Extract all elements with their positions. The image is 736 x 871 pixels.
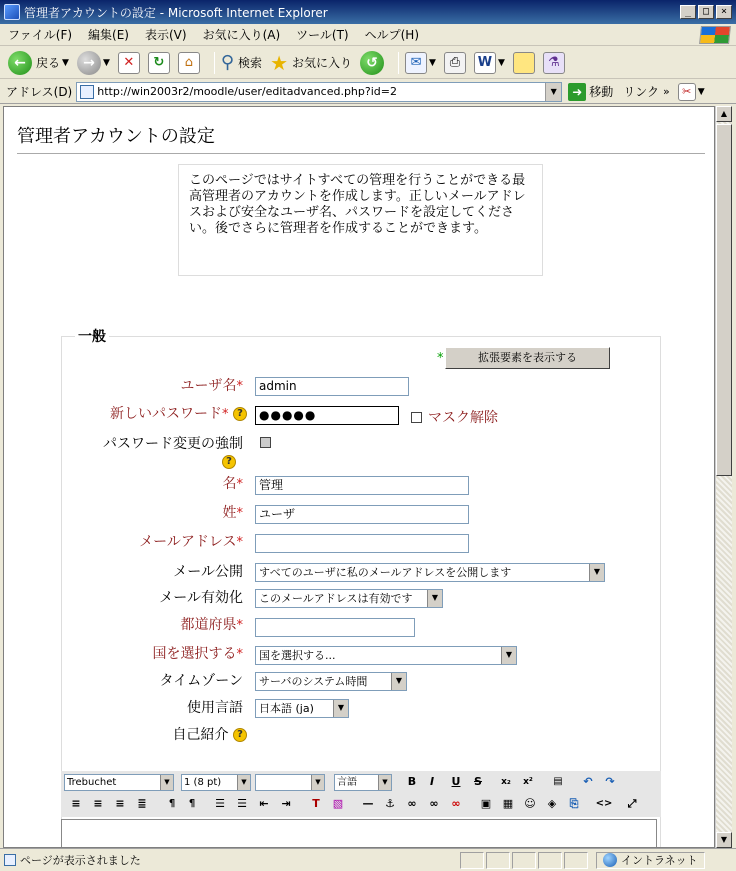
toolbar-divider xyxy=(214,52,215,74)
password-label: 新しいパスワード* ? xyxy=(110,403,247,423)
required-marker: * xyxy=(236,477,243,492)
align-center-icon[interactable]: ≡ xyxy=(93,797,103,810)
word-icon: W xyxy=(474,52,496,74)
size-select[interactable]: 1 (8 pt) ▼ xyxy=(181,774,251,791)
chevron-down-icon[interactable]: ▼ xyxy=(102,57,110,68)
chevron-down-icon[interactable]: ▼ xyxy=(333,700,348,717)
mail-button[interactable] xyxy=(405,52,436,74)
indent-icon[interactable]: ⇥ xyxy=(281,797,291,810)
chevron-down-icon[interactable]: ▼ xyxy=(311,775,324,790)
history-icon: ↺ xyxy=(360,51,384,75)
description-label: 自己紹介 ? xyxy=(173,724,247,744)
chevron-down-icon[interactable]: ▼ xyxy=(589,564,604,581)
close-button[interactable]: × xyxy=(716,5,732,19)
address-input[interactable] xyxy=(76,82,562,102)
required-marker: * xyxy=(236,618,243,633)
status-text-area xyxy=(0,852,460,868)
globe-icon xyxy=(603,853,617,867)
toolbar xyxy=(0,47,736,79)
search-replace-icon[interactable]: ⎘ xyxy=(569,797,579,810)
scroll-thumb[interactable] xyxy=(716,124,732,476)
forward-arrow-icon: → xyxy=(77,51,101,75)
fieldset-legend: 一般 xyxy=(75,326,109,346)
page-icon xyxy=(4,854,16,866)
window-titlebar xyxy=(0,0,736,24)
unordered-list-icon[interactable]: ☰ xyxy=(237,797,247,810)
address-bar xyxy=(0,80,736,104)
toolbar-divider xyxy=(398,52,399,74)
go-arrow-icon: ➜ xyxy=(568,83,586,101)
html-source-icon[interactable]: <> xyxy=(595,798,613,809)
status-cell xyxy=(564,852,588,869)
smiley-icon[interactable]: ☺ xyxy=(524,797,536,810)
help-icon[interactable]: ? xyxy=(222,455,236,469)
refresh-button[interactable] xyxy=(148,52,170,74)
address-label: アドレス(D) xyxy=(6,85,73,99)
redo-icon[interactable]: ↷ xyxy=(605,775,615,788)
nolink-icon[interactable]: ∞ xyxy=(451,797,461,810)
status-bar xyxy=(0,848,736,871)
password-input[interactable]: ●●●●● xyxy=(255,406,399,425)
title-divider xyxy=(17,153,705,154)
status-cells xyxy=(460,852,590,869)
menu-view[interactable]: 表示(V) xyxy=(144,28,187,42)
menu-edit[interactable]: 編集(E) xyxy=(88,28,129,42)
force-change-checkbox[interactable] xyxy=(260,437,271,448)
links-button[interactable]: リンク xyxy=(623,85,660,99)
chevron-down-icon[interactable]: ▼ xyxy=(697,86,705,97)
back-arrow-icon: ← xyxy=(8,51,32,75)
required-marker: * xyxy=(236,647,243,662)
italic-button[interactable]: I xyxy=(429,775,435,788)
history-button[interactable] xyxy=(360,51,384,75)
pdf-icon[interactable]: ✂ xyxy=(678,83,696,101)
menu-favorites[interactable]: お気に入り(A) xyxy=(202,28,281,42)
chevron-down-icon[interactable]: ▼ xyxy=(427,590,442,607)
username-input[interactable]: admin xyxy=(255,377,409,396)
menu-bar xyxy=(0,24,736,46)
emailstop-select[interactable]: このメールアドレスは有効です ▼ xyxy=(255,589,443,608)
chevron-down-icon[interactable]: ▼ xyxy=(545,83,561,101)
lastname-label: 姓* xyxy=(222,505,243,521)
help-icon[interactable]: ? xyxy=(233,407,247,421)
printer-icon: ⎙ xyxy=(444,52,466,74)
status-text: ページが表示されました xyxy=(20,854,141,867)
strikethrough-button[interactable]: S xyxy=(474,775,482,788)
note-icon xyxy=(513,52,535,74)
refresh-icon: ↻ xyxy=(148,52,170,74)
chevron-down-icon[interactable]: ▼ xyxy=(497,57,505,68)
star-icon: ★ xyxy=(270,50,288,75)
search-icon: ⚲ xyxy=(220,52,235,73)
description-editor[interactable] xyxy=(61,819,657,848)
table-icon[interactable]: ▦ xyxy=(502,797,514,810)
editor-toolbar xyxy=(61,771,661,817)
chevron-down-icon[interactable]: ▼ xyxy=(160,775,173,790)
research-icon: ⚗ xyxy=(543,52,565,74)
maildisplay-label: メール公開 xyxy=(173,564,243,580)
status-cell xyxy=(486,852,510,869)
back-button[interactable]: ← 戻る ▼ xyxy=(8,51,69,75)
intro-box: このページではサイトすべての管理を行うことができる最高管理者のアカウントを作成します。正しいメールアドレスおよび安全なユーザ名、パスワードを設定してください。後でさらに管理者を作成することができます。 xyxy=(178,164,543,276)
menu-file[interactable]: ファイル(F) xyxy=(8,28,73,42)
scroll-up-icon[interactable]: ▲ xyxy=(716,106,732,122)
maildisplay-select[interactable]: すべてのユーザに私のメールアドレスを公開します ▼ xyxy=(255,563,605,582)
language-select[interactable]: 言語 ▼ xyxy=(334,774,392,791)
chevron-right-icon[interactable]: » xyxy=(663,85,670,98)
lastname-input[interactable]: ユーザ xyxy=(255,505,469,524)
scroll-down-icon[interactable]: ▼ xyxy=(716,832,732,848)
favorites-button[interactable]: ★ お気に入り xyxy=(270,50,353,75)
unlink-icon[interactable]: ∞ xyxy=(429,797,439,810)
status-cell xyxy=(460,852,484,869)
ie-page-icon xyxy=(4,4,20,20)
clean-word-icon[interactable]: ▤ xyxy=(553,776,563,787)
status-cell xyxy=(538,852,562,869)
style-select[interactable] xyxy=(255,774,325,791)
unmask-checkbox[interactable] xyxy=(411,412,422,423)
emailstop-label: メール有効化 xyxy=(159,590,243,606)
align-right-icon[interactable]: ≡ xyxy=(115,797,125,810)
edit-button[interactable] xyxy=(474,52,505,74)
chevron-down-icon[interactable]: ▼ xyxy=(429,57,436,68)
unmask-label: マスク解除 xyxy=(428,410,498,426)
lang-select[interactable]: 日本語 (ja) ▼ xyxy=(255,699,349,718)
chevron-down-icon[interactable]: ▼ xyxy=(391,673,406,690)
stop-button[interactable] xyxy=(118,52,140,74)
timezone-select[interactable]: サーバのシステム時間 ▼ xyxy=(255,672,407,691)
undo-icon[interactable]: ↶ xyxy=(583,775,593,788)
discuss-button[interactable] xyxy=(513,52,535,74)
page-icon xyxy=(80,85,94,99)
image-icon[interactable]: ▣ xyxy=(480,797,492,810)
page-title: 管理者アカウントの設定 xyxy=(17,126,215,147)
window-title: 管理者アカウントの設定 - Microsoft Internet Explorer xyxy=(24,5,328,20)
security-zone: イントラネット xyxy=(596,852,705,869)
firstname-label: 名* xyxy=(222,476,243,492)
chevron-down-icon[interactable]: ▼ xyxy=(378,775,391,790)
anchor-icon[interactable]: ⚓ xyxy=(385,797,395,810)
home-button[interactable] xyxy=(178,52,200,74)
subscript-icon[interactable]: x₂ xyxy=(501,777,511,787)
address-url[interactable]: http://win2003r2/moodle/user/editadvanced.php?id=2 xyxy=(97,85,397,98)
timezone-label: タイムゾーン xyxy=(159,673,243,689)
required-marker: * xyxy=(236,535,243,550)
firstname-input[interactable]: 管理 xyxy=(255,476,469,495)
underline-button[interactable]: U xyxy=(451,775,461,788)
research-button[interactable] xyxy=(543,52,565,74)
country-select[interactable]: 国を選択する... ▼ xyxy=(255,646,517,665)
chevron-down-icon[interactable]: ▼ xyxy=(237,775,250,790)
go-button[interactable]: ➜ 移動 xyxy=(568,83,613,101)
bold-button[interactable]: B xyxy=(407,775,417,788)
special-char-icon[interactable]: ◈ xyxy=(547,797,557,810)
ordered-list-icon[interactable]: ☰ xyxy=(215,797,225,810)
menu-help[interactable]: ヘルプ(H) xyxy=(364,28,419,42)
stop-icon: ✕ xyxy=(118,52,140,74)
help-icon[interactable]: ? xyxy=(233,728,247,742)
font-select[interactable]: Trebuchet ▼ xyxy=(64,774,174,791)
text-color-icon[interactable]: T xyxy=(312,797,320,810)
required-marker: * xyxy=(236,506,243,521)
fullscreen-icon[interactable]: ⤢ xyxy=(627,797,637,810)
required-marker: * xyxy=(222,407,229,422)
mail-icon: ✉ xyxy=(405,52,427,74)
bg-color-icon[interactable]: ▧ xyxy=(332,797,344,810)
username-label: ユーザ名* xyxy=(180,378,243,394)
city-label: 都道府県* xyxy=(180,617,243,633)
page-content xyxy=(3,106,715,848)
lang-label: 使用言語 xyxy=(187,700,243,716)
required-marker: * xyxy=(236,379,243,394)
minimize-button[interactable]: _ xyxy=(680,5,696,19)
windows-logo-icon xyxy=(699,26,731,44)
search-button[interactable]: ⚲ 検索 xyxy=(220,52,263,73)
horizontal-rule-icon[interactable]: — xyxy=(362,797,374,810)
city-input[interactable] xyxy=(255,618,415,637)
rtl-icon[interactable]: ¶ xyxy=(188,798,196,809)
email-input[interactable] xyxy=(255,534,469,553)
chevron-down-icon[interactable]: ▼ xyxy=(62,57,69,68)
chevron-down-icon[interactable]: ▼ xyxy=(501,647,516,664)
force-change-label: パスワード変更の強制 xyxy=(103,436,243,452)
outdent-icon[interactable]: ⇤ xyxy=(259,797,269,810)
forward-button[interactable] xyxy=(77,51,110,75)
vertical-scrollbar[interactable] xyxy=(715,106,732,848)
home-icon: ⌂ xyxy=(178,52,200,74)
show-advanced-button[interactable]: 拡張要素を表示する xyxy=(445,347,610,369)
menu-tools[interactable]: ツール(T) xyxy=(296,28,349,42)
ltr-icon[interactable]: ¶ xyxy=(168,798,176,809)
status-cell xyxy=(512,852,536,869)
email-label: メールアドレス* xyxy=(139,534,243,550)
link-icon[interactable]: ∞ xyxy=(407,797,417,810)
advanced-marker: * xyxy=(437,351,444,366)
justify-icon[interactable]: ≣ xyxy=(137,797,147,810)
align-left-icon[interactable]: ≡ xyxy=(71,797,81,810)
maximize-button[interactable]: □ xyxy=(698,5,714,19)
print-button[interactable] xyxy=(444,52,466,74)
superscript-icon[interactable]: x² xyxy=(523,777,533,787)
country-label: 国を選択する* xyxy=(152,646,243,662)
